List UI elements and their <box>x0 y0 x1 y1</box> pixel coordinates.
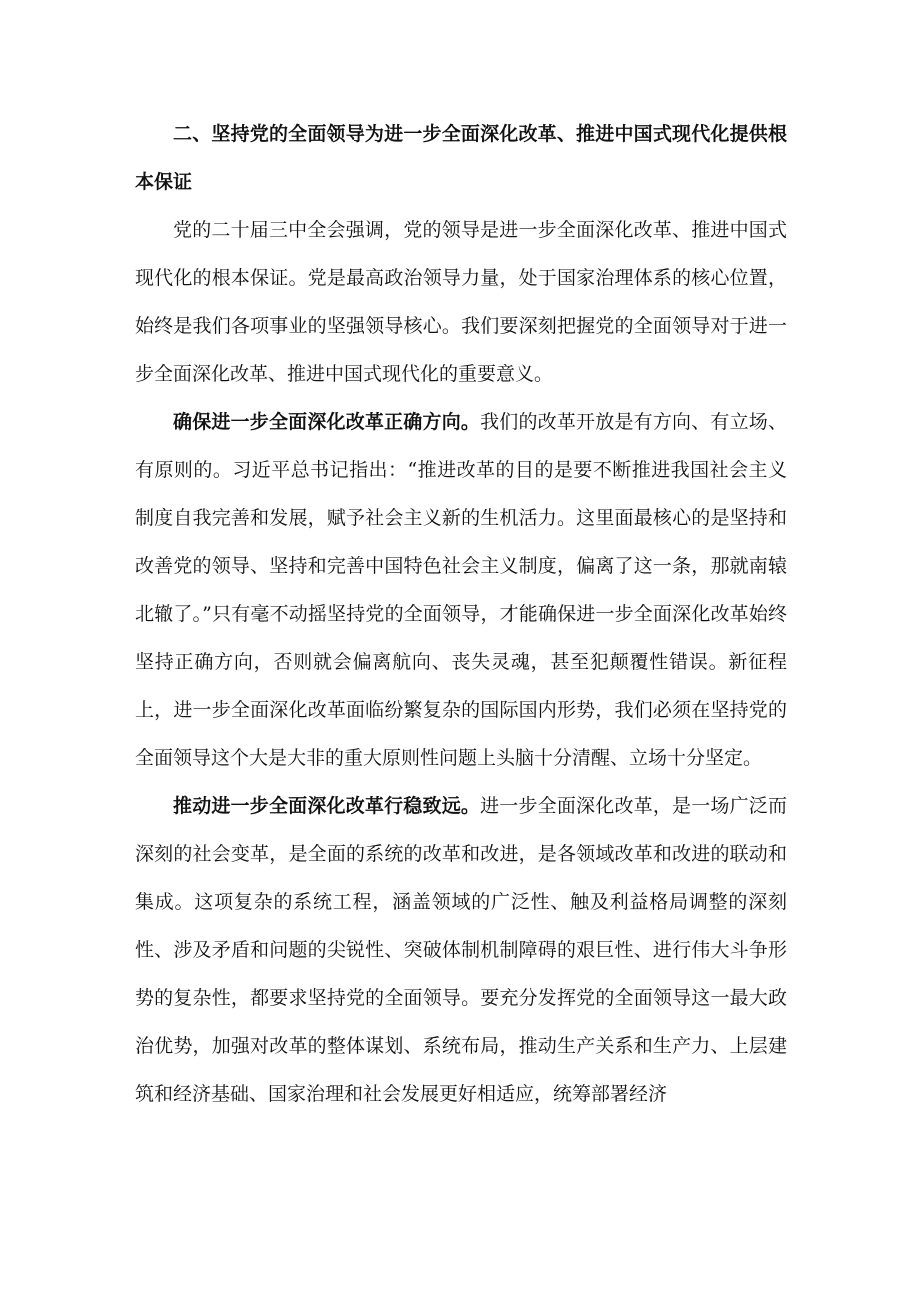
paragraph-1 <box>135 206 787 398</box>
document-page <box>135 110 787 1118</box>
paragraph-3-text: 进一步全面深化改革，是一场广泛而深刻的社会变革，是全面的系统的改革和改进，是各领域改革和改进的联动和集成。这项复杂的系统工程，涵盖领域的广泛性、触及利益格局调整的深刻性、涉及矛盾和问题的尖锐性、突破体制机制障碍的艰巨性、进行伟大斗争形势的复杂性，都要求坚持党的全面领导。要充分发挥党的全面领导这一最大政治优势，加强对改革的整体谋划、系统布局，推动生产关系和生产力、上层建筑和经济基础、国家治理和社会发展更好相适应，统筹部署经济 <box>135 795 787 1105</box>
paragraph-3 <box>135 782 787 1118</box>
paragraph-1-text: 党的二十届三中全会强调，党的领导是进一步全面深化改革、推进中国式现代化的根本保证。党是最高政治领导力量，处于国家治理体系的核心位置，始终是我们各项事业的坚强领导核心。我们要深刻把握党的全面领导对于进一步全面深化改革、推进中国式现代化的重要意义。 <box>135 219 787 385</box>
paragraph-2-lead: 确保进一步全面深化改革正确方向。 <box>173 411 481 433</box>
paragraph-2 <box>135 398 787 782</box>
paragraph-2-text: 我们的改革开放是有方向、有立场、有原则的。习近平总书记指出：“推进改革的目的是要不断推进我国社会主义制度自我完善和发展，赋予社会主义新的生机活力。这里面最核心的是坚持和改善党的领导、坚持和完善中国特色社会主义制度，偏离了这一条，那就南辕北辙了。”只有毫不动摇坚持党的全面领导，才能确保进一步全面深化改革始终坚持正确方向，否则就会偏离航向、丧失灵魂，甚至犯颠覆性错误。新征程上，进一步全面深化改革面临纷繁复杂的国际国内形势，我们必须在坚持党的全面领导这个大是大非的重大原则性问题上头脑十分清醒、立场十分坚定。 <box>135 411 787 769</box>
section-heading: 二、坚持党的全面领导为进一步全面深化改革、推进中国式现代化提供根本保证 <box>135 123 787 193</box>
paragraph-3-lead: 推动进一步全面深化改革行稳致远。 <box>173 795 481 817</box>
